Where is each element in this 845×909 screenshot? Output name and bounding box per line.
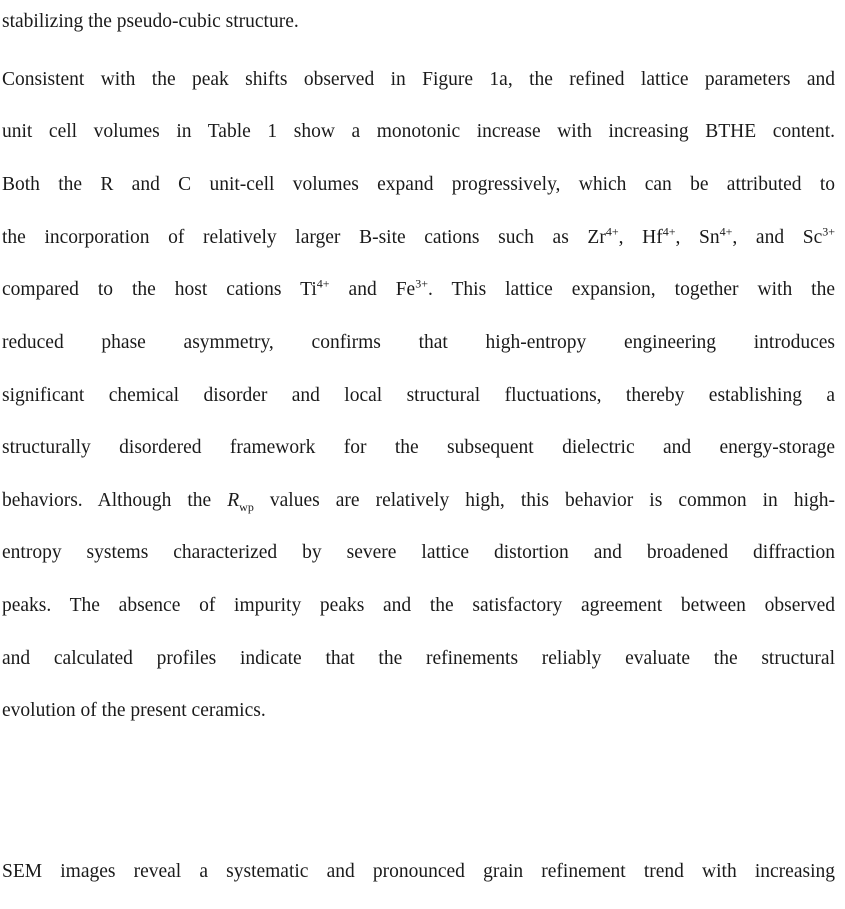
text-segment: , Sn <box>675 227 720 248</box>
text-segment: , and Sc <box>732 227 823 248</box>
text-segment: values are relatively high, this behavior is common in high- <box>253 490 836 511</box>
text-segment: , Hf <box>618 227 663 248</box>
superscript-charge: 3+ <box>415 276 428 291</box>
paragraph-1-line-13: evolution of the present ceramics. <box>2 700 266 721</box>
paragraph-2-line-1: SEM images reveal a systematic and pronounced grain refinement trend with increasing <box>2 861 835 882</box>
paragraph-1-line-2: unit cell volumes in Table 1 show a monotonic increase with increasing BTHE content. <box>2 121 835 142</box>
text-segment: . This lattice expansion, together with the <box>427 279 836 300</box>
superscript-charge: 3+ <box>822 224 835 239</box>
paragraph-1-line-6: reduced phase asymmetry, confirms that high-entropy engineering introduces <box>2 332 835 353</box>
superscript-charge: 4+ <box>316 276 330 291</box>
paragraph-1-line-12: and calculated profiles indicate that the refinements reliably evaluate the structural <box>2 648 835 669</box>
superscript-charge: 4+ <box>662 224 676 239</box>
paragraph-1-line-8: structurally disordered framework for the subsequent dielectric and energy-storage <box>2 437 835 458</box>
superscript-charge: 4+ <box>605 224 619 239</box>
subscript-label: wp <box>239 499 254 514</box>
paragraph-0-line: stabilizing the pseudo-cubic structure. <box>2 11 299 32</box>
paragraph-1-line-11: peaks. The absence of impurity peaks and the satisfactory agreement between observed <box>2 595 835 616</box>
paragraph-1-line-5 <box>2 278 835 302</box>
paragraph-1-line-3: Both the R and C unit-cell volumes expand progressively, which can be attributed to <box>2 174 835 195</box>
text-segment: and Fe <box>329 279 416 300</box>
text-segment: compared to the host cations Ti <box>2 279 317 300</box>
paragraph-1-line-1: Consistent with the peak shifts observed in Figure 1a, the refined lattice parameters and <box>2 69 835 90</box>
text-segment: the incorporation of relatively larger B-site cations such as Zr <box>2 227 606 248</box>
text-segment: behaviors. Although the <box>2 490 228 511</box>
italic-symbol: R <box>227 490 240 511</box>
paragraph-1-line-10: entropy systems characterized by severe lattice distortion and broadened diffraction <box>2 542 835 563</box>
paragraph-1-line-7: significant chemical disorder and local structural fluctuations, thereby establishing a <box>2 385 835 406</box>
paragraph-1-line-4 <box>2 226 835 250</box>
superscript-charge: 4+ <box>719 224 733 239</box>
paragraph-1-line-9 <box>2 489 835 513</box>
